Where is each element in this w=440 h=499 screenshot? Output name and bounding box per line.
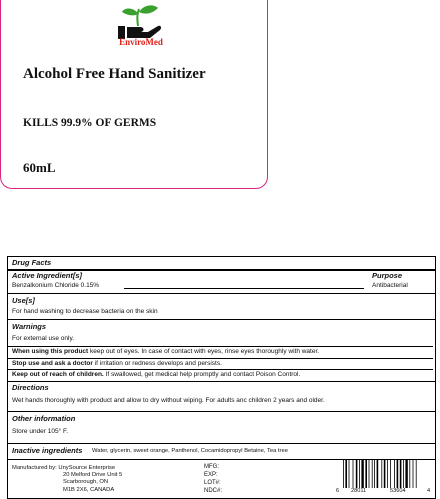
drug-facts-panel [7, 256, 436, 499]
claim-text: KILLS 99.9% OF GERMS [23, 117, 157, 129]
directions-heading: Directions [12, 383, 49, 392]
other-info-text: Store under 105° F. [12, 428, 69, 435]
lot-label: LOT#: [204, 480, 221, 487]
warning-when-using: When using this product keep out of eyes. In case of contact with eyes, rinse eyes thoroughly with water. [12, 348, 320, 355]
barcode-right-digits: 53604 [390, 488, 406, 494]
divider [8, 443, 435, 444]
divider [8, 293, 435, 294]
warning-stop-use: Stop use and ask a doctor if irritation or redness develops and persists. [12, 360, 222, 367]
directions-text: Wet hands thoroughly with product and allow to dry without wiping. For adults anc children 2 years and older. [12, 397, 325, 404]
ndc-label: NDC#: [204, 488, 223, 495]
manufacturer-block [12, 465, 122, 494]
divider [8, 381, 435, 382]
warning-children: Keep out of reach of children. If swallowed, get medical help promptly and contact Poison Control. [12, 371, 301, 378]
purpose-heading: Purpose [372, 271, 403, 280]
inactive-text: Water, glycerin, sweet orange, Panthenol, Cocamidopropyl Betaine, Tea tree [92, 448, 288, 454]
divider [8, 346, 433, 347]
address-line: 20 Melford Drive Unit 5 [63, 472, 123, 479]
drug-facts-title: Drug Facts [12, 258, 52, 267]
address-line: Scarborough, ON [63, 479, 109, 486]
divider [8, 358, 433, 359]
divider [8, 369, 433, 370]
barcode-left-digits: 28011 [351, 488, 367, 494]
barcode-check-digit: 4 [427, 488, 431, 494]
warnings-heading: Warnings [12, 322, 47, 331]
use-heading: Use[s] [12, 296, 35, 305]
active-ingredient: Benzalkonium Chloride 0.15% [12, 282, 100, 289]
external-use-text: For external use only. [12, 335, 75, 342]
barcode-icon [343, 460, 425, 488]
mfg-label: MFG: [204, 464, 219, 470]
front-label [0, 0, 268, 189]
leader-line [124, 288, 364, 289]
address-line: M1B 2X6, CANADA [63, 486, 115, 493]
other-info-heading: Other information [12, 414, 76, 423]
exp-label: EXP: [204, 472, 218, 479]
volume-text: 60mL [23, 160, 56, 175]
inactive-heading: Inactive ingredients [12, 446, 83, 455]
manufacturer-name: Manufactured by: UnySource Enterprise [12, 465, 116, 471]
divider [8, 411, 435, 412]
lot-info-block [204, 463, 222, 495]
product-title: Alcohol Free Hand Sanitizer [23, 66, 206, 82]
active-heading: Active Ingredient[s] [12, 271, 83, 280]
brand-name: EnviroMed [119, 37, 163, 47]
use-text: For hand washing to decrease bacteria on the skin [12, 308, 158, 315]
divider [8, 319, 435, 320]
purpose-value: Antibacterial [372, 282, 408, 289]
barcode-lead-digit: 6 [336, 488, 340, 494]
